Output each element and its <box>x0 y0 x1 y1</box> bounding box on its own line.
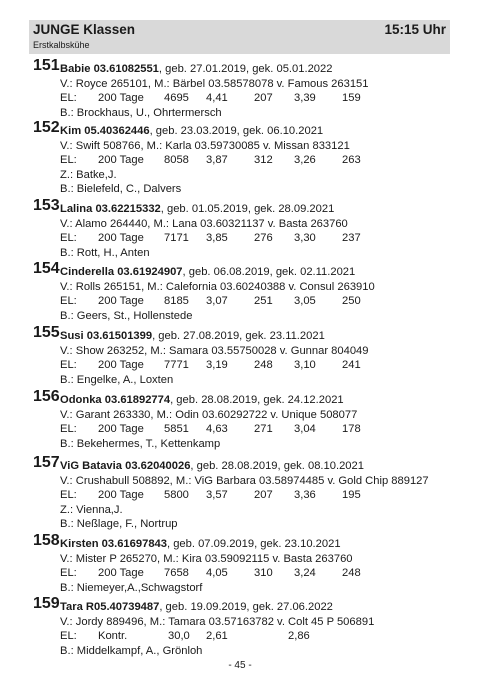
owner-line: B.: Niemeyer,A.,Schwagstorf <box>60 581 203 594</box>
entry-title-line <box>60 202 334 217</box>
entry-title-line <box>60 393 344 408</box>
dates: , geb. 23.03.2019, gek. 06.10.2021 <box>149 125 324 137</box>
performance-value: 200 Tage <box>98 423 144 436</box>
entry-title-line <box>60 600 333 615</box>
owner-line: B.: Geers, St., Hollenstede <box>60 309 193 322</box>
animal-name: ViG Batavia <box>60 460 122 472</box>
class-time: 15:15 Uhr <box>384 22 446 37</box>
dates: , geb. 28.08.2019, gek. 08.10.2021 <box>190 460 364 472</box>
animal-name: Odonka <box>60 394 102 406</box>
performance-value: 200 Tage <box>98 359 144 372</box>
performance-value: EL: <box>60 489 77 502</box>
performance-value: 3,24 <box>294 567 316 580</box>
performance-value: 195 <box>342 489 361 502</box>
performance-value: 4695 <box>164 92 189 105</box>
performance-value: 310 <box>254 567 273 580</box>
registration-number: 03.62040026 <box>125 460 191 472</box>
entry-number: 159 <box>33 595 60 612</box>
performance-value: 200 Tage <box>98 489 144 502</box>
dates: , geb. 27.08.2019, gek. 23.11.2021 <box>152 330 325 342</box>
performance-value: 7658 <box>164 567 189 580</box>
entry-number: 151 <box>33 57 60 74</box>
entry-number: 152 <box>33 119 60 136</box>
performance-value: 5800 <box>164 489 189 502</box>
performance-value: Kontr. <box>98 630 128 643</box>
performance-value: 200 Tage <box>98 295 144 308</box>
performance-value: 200 Tage <box>98 567 144 580</box>
performance-value: 5851 <box>164 423 189 436</box>
performance-value: 241 <box>342 359 361 372</box>
performance-value: 263 <box>342 154 361 167</box>
pedigree-line: V.: Swift 508766, M.: Karla 03.59730085 v. Missan 833121 <box>60 139 350 152</box>
page-title: JUNGE Klassen <box>33 22 136 37</box>
registration-number: R05.40739487 <box>85 601 160 613</box>
animal-name: Tara <box>60 601 83 613</box>
entry-title-line <box>60 537 341 552</box>
performance-value: EL: <box>60 232 77 245</box>
registration-number: 03.61082551 <box>93 63 159 75</box>
page-number: - 45 - <box>228 660 252 671</box>
registration-number: 03.61892774 <box>104 394 171 406</box>
owner-line: B.: Middelkampf, A., Grönloh <box>60 644 203 657</box>
breeder-line: Z.: Batke,J. <box>60 168 117 181</box>
entry-title-line <box>60 124 323 139</box>
owner-line: B.: Rott, H., Anten <box>60 246 150 259</box>
performance-value: 3,07 <box>206 295 228 308</box>
performance-value: 3,39 <box>294 92 316 105</box>
performance-value: 3,30 <box>294 232 316 245</box>
performance-value: 276 <box>254 232 273 245</box>
performance-value: 3,19 <box>206 359 228 372</box>
pedigree-line: V.: Show 263252, M.: Samara 03.55750028 v. Gunnar 804049 <box>60 344 369 357</box>
pedigree-line: V.: Mister P 265270, M.: Kira 03.59092115 v. Basta 263760 <box>60 552 353 565</box>
performance-value: 30,0 <box>168 630 190 643</box>
performance-value: 200 Tage <box>98 232 144 245</box>
performance-value: 178 <box>342 423 361 436</box>
performance-value: 8058 <box>164 154 189 167</box>
performance-value: 7771 <box>164 359 189 372</box>
owner-line: B.: Engelke, A., Loxten <box>60 373 174 386</box>
performance-value: 200 Tage <box>98 92 144 105</box>
pedigree-line: V.: Crushabull 508892, M.: ViG Barbara 03.58974485 v. Gold Chip 889127 <box>60 474 429 487</box>
performance-value: 4,05 <box>206 567 228 580</box>
performance-value: 159 <box>342 92 361 105</box>
owner-line: B.: Neßlage, F., Nortrup <box>60 518 178 531</box>
owner-line: B.: Brockhaus, U., Ohrtermersch <box>60 106 222 119</box>
dates: , geb. 07.09.2019, gek. 23.10.2021 <box>166 538 341 550</box>
performance-value: 207 <box>254 92 273 105</box>
entry-number: 156 <box>33 388 60 405</box>
owner-line: B.: Bekehermes, T., Kettenkamp <box>60 437 221 450</box>
performance-value: 3,85 <box>206 232 228 245</box>
pedigree-line: V.: Jordy 889496, M.: Tamara 03.57163782 v. Colt 45 P 506891 <box>60 615 375 628</box>
performance-value: EL: <box>60 295 77 308</box>
entry-number: 158 <box>33 532 60 549</box>
dates: , geb. 27.01.2019, gek. 05.01.2022 <box>158 63 333 75</box>
pedigree-line: V.: Alamo 264440, M.: Lana 03.60321137 v. Basta 263760 <box>60 217 348 230</box>
animal-name: Kim <box>60 125 82 137</box>
registration-number: 03.62215332 <box>95 203 161 215</box>
performance-value: 3,05 <box>294 295 316 308</box>
performance-value: 200 Tage <box>98 154 144 167</box>
pedigree-line: V.: Royce 265101, M.: Bärbel 03.58578078 v. Famous 263151 <box>60 77 369 90</box>
performance-value: 250 <box>342 295 361 308</box>
registration-number: 03.61697843 <box>101 538 167 550</box>
page-subtitle: Erstkalbskühe <box>33 40 90 50</box>
performance-value: 2,61 <box>206 630 228 643</box>
performance-value: EL: <box>60 359 77 372</box>
performance-value: 3,57 <box>206 489 228 502</box>
dates: , geb. 01.05.2019, gek. 28.09.2021 <box>160 203 335 215</box>
performance-value: 8185 <box>164 295 189 308</box>
entry-title-line <box>60 459 364 474</box>
performance-value: 7171 <box>164 232 189 245</box>
animal-name: Kirsten <box>60 538 99 550</box>
performance-value: 237 <box>342 232 361 245</box>
performance-value: EL: <box>60 423 77 436</box>
animal-name: Babie <box>60 63 91 75</box>
entry-number: 157 <box>33 454 60 471</box>
performance-value: EL: <box>60 92 77 105</box>
page-header <box>29 20 450 54</box>
animal-name: Susi <box>60 330 84 342</box>
entry-title-line <box>60 62 332 77</box>
performance-value: 248 <box>342 567 361 580</box>
performance-value: EL: <box>60 567 77 580</box>
performance-value: 248 <box>254 359 273 372</box>
entry-number: 153 <box>33 197 60 214</box>
performance-value: 3,36 <box>294 489 316 502</box>
animal-name: Cinderella <box>60 266 115 278</box>
entry-title-line <box>60 329 325 344</box>
performance-value: 3,10 <box>294 359 316 372</box>
performance-value: 312 <box>254 154 273 167</box>
pedigree-line: V.: Rolls 265151, M.: Calefornia 03.60240388 v. Consul 263910 <box>60 280 375 293</box>
owner-line: B.: Bielefeld, C., Dalvers <box>60 183 182 196</box>
dates: , geb. 28.08.2019, gek. 24.12.2021 <box>170 394 344 406</box>
registration-number: 03.61501399 <box>86 330 153 342</box>
registration-number: 03.61924907 <box>117 266 183 278</box>
performance-value: EL: <box>60 154 77 167</box>
performance-value: 3,04 <box>294 423 316 436</box>
dates: , geb. 06.08.2019, gek. 02.11.2021 <box>182 266 356 278</box>
registration-number: 05.40362446 <box>84 125 150 137</box>
performance-value: 4,63 <box>206 423 228 436</box>
entry-title-line <box>60 265 355 280</box>
entry-number: 154 <box>33 260 60 277</box>
performance-value: 271 <box>254 423 273 436</box>
dates: , geb. 19.09.2019, gek. 27.06.2022 <box>159 601 333 613</box>
entry-number: 155 <box>33 324 60 341</box>
pedigree-line: V.: Garant 263330, M.: Odin 03.60292722 v. Unique 508077 <box>60 408 358 421</box>
performance-value: 4,41 <box>206 92 228 105</box>
performance-value: 251 <box>254 295 273 308</box>
performance-value: 207 <box>254 489 273 502</box>
performance-value: 3,87 <box>206 154 228 167</box>
breeder-line: Z.: Vienna,J. <box>60 503 123 516</box>
animal-name: Lalina <box>60 203 93 215</box>
performance-value: 2,86 <box>288 630 310 643</box>
performance-value: EL: <box>60 630 77 643</box>
performance-value: 3,26 <box>294 154 316 167</box>
